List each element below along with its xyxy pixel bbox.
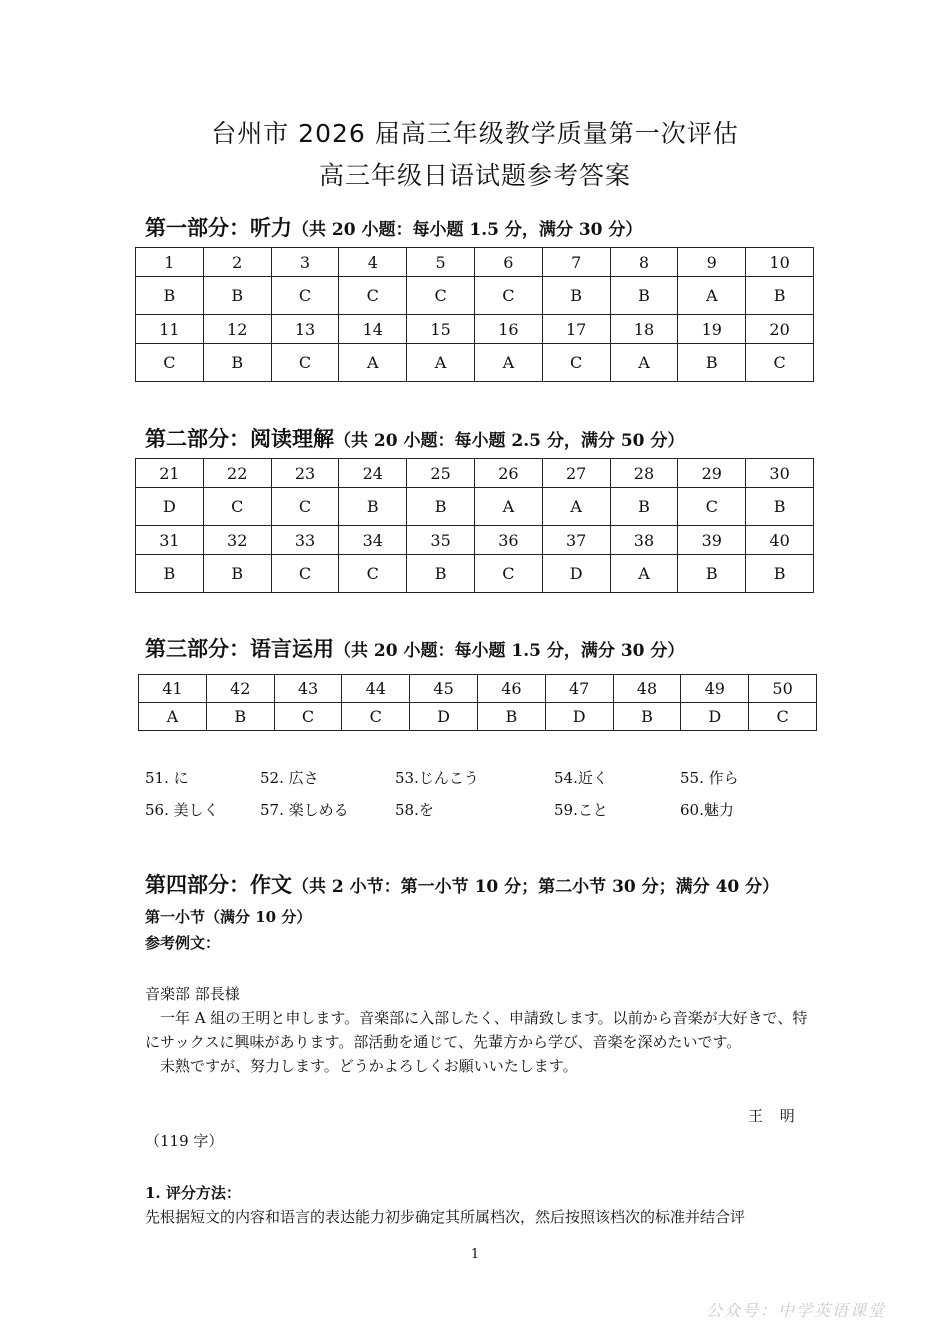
answer-cell: B [136,555,204,593]
section1-heading: 第一小节（满分 10 分） [145,908,312,926]
part4-heading [145,869,779,899]
question-number: 47 [545,675,613,703]
document-subtitle: 高三年级日语试题参考答案 [318,161,631,190]
question-number: 36 [474,526,542,555]
sample-label: 参考例文： [145,934,221,952]
part3-heading [145,633,684,663]
question-number-row [136,526,814,555]
answer-cell: D [545,703,613,731]
answer-cell: A [474,488,542,526]
part2-note: （共 20 小题：每小题 2.5 分，满分 50 分） [334,431,685,451]
answer-cell: C [746,344,814,382]
question-number: 18 [610,315,678,344]
question-number: 27 [542,459,610,488]
answer-cell: A [139,703,207,731]
part2-answer-table [135,458,814,593]
fill-answer-54: 54.近く [554,769,608,787]
essay-salutation: 音楽部 部長様 [145,985,240,1003]
question-number: 23 [271,459,339,488]
answer-row [136,344,814,382]
question-number: 16 [474,315,542,344]
answer-cell: D [681,703,749,731]
fill-answer-55: 55. 作ら [680,769,739,787]
answer-cell: C [474,555,542,593]
sample-essay [145,982,810,1078]
answer-cell: A [339,344,407,382]
part3-answer-table [138,674,817,731]
watermark: 公众号：中学英语课堂 [706,1301,887,1320]
scoring-method-heading: 1. 评分方法： [145,1184,241,1202]
question-number: 49 [681,675,749,703]
answer-cell: B [206,703,274,731]
essay-paragraph-2: 未熟ですが、努力します。どうかよろしくお願いいたします。 [160,1057,578,1075]
question-number: 12 [203,315,271,344]
answer-cell: A [610,555,678,593]
answer-cell: C [474,277,542,315]
question-number: 37 [542,526,610,555]
question-number: 5 [407,248,475,277]
question-number: 25 [407,459,475,488]
answer-cell: B [678,344,746,382]
part2-title: 第二部分：阅读理解 [145,427,334,451]
part1-heading [145,212,642,242]
question-number-row [139,675,817,703]
answer-cell: B [542,277,610,315]
page-number: 1 [470,1247,480,1262]
question-number: 20 [746,315,814,344]
answer-cell: B [746,277,814,315]
question-number: 39 [678,526,746,555]
part1-title: 第一部分：听力 [145,216,292,240]
fill-answer-57: 57. 楽しめる [260,801,349,819]
answer-row [136,277,814,315]
question-number: 33 [271,526,339,555]
question-number-row [136,315,814,344]
answer-cell: C [339,277,407,315]
part3-note: （共 20 小题：每小题 1.5 分，满分 30 分） [334,641,685,661]
answer-cell: B [203,344,271,382]
answer-cell: D [410,703,478,731]
question-number: 11 [136,315,204,344]
question-number: 3 [271,248,339,277]
answer-row [136,488,814,526]
answer-cell: A [610,344,678,382]
part2-heading [145,423,684,453]
answer-cell: C [339,555,407,593]
question-number-row [136,459,814,488]
fill-answer-59: 59.こと [554,801,608,819]
part4-title: 第四部分：作文 [145,873,292,897]
answer-cell: B [610,488,678,526]
question-number: 30 [746,459,814,488]
document-title: 台州市 2026 届高三年级教学质量第一次评估 [211,119,739,148]
answer-cell: C [271,277,339,315]
question-number: 42 [206,675,274,703]
fill-answer-56: 56. 美しく [145,801,219,819]
answer-cell: C [342,703,410,731]
answer-cell: C [678,488,746,526]
question-number: 17 [542,315,610,344]
question-number: 6 [474,248,542,277]
question-number: 7 [542,248,610,277]
answer-cell: B [746,555,814,593]
question-number: 41 [139,675,207,703]
question-number: 40 [746,526,814,555]
answer-cell: A [678,277,746,315]
answer-cell: C [274,703,342,731]
question-number: 44 [342,675,410,703]
part1-answer-table [135,247,814,382]
part4-note: （共 2 小节：第一小节 10 分；第二小节 30 分；满分 40 分） [292,877,780,897]
question-number: 29 [678,459,746,488]
fill-answer-60: 60.魅力 [680,801,734,819]
question-number: 22 [203,459,271,488]
answer-row [136,555,814,593]
question-number: 43 [274,675,342,703]
answer-cell: B [407,555,475,593]
question-number: 8 [610,248,678,277]
answer-cell: D [542,555,610,593]
question-number: 1 [136,248,204,277]
answer-cell: C [542,344,610,382]
essay-character-count: （119 字） [145,1132,224,1150]
answer-cell: B [678,555,746,593]
question-number: 34 [339,526,407,555]
fill-answer-52: 52. 広さ [260,769,319,787]
question-number: 26 [474,459,542,488]
answer-cell: B [613,703,681,731]
question-number: 2 [203,248,271,277]
answer-cell: C [271,555,339,593]
part1-note: （共 20 小题：每小题 1.5 分，满分 30 分） [292,220,643,240]
answer-cell: D [136,488,204,526]
fill-answer-53: 53.じんこう [395,769,479,787]
answer-cell: C [271,344,339,382]
question-number: 14 [339,315,407,344]
question-number: 9 [678,248,746,277]
answer-cell: B [203,555,271,593]
answer-cell: C [136,344,204,382]
fill-answer-58: 58.を [395,801,434,819]
fill-answer-51: 51. に [145,769,189,787]
answer-cell: A [407,344,475,382]
scoring-method-text: 先根据短文的内容和语言的表达能力初步确定其所属档次，然后按照该档次的标准并结合评 [145,1208,746,1226]
question-number: 46 [477,675,545,703]
question-number: 45 [410,675,478,703]
question-number: 24 [339,459,407,488]
part3-title: 第三部分：语言运用 [145,637,334,661]
question-number: 35 [407,526,475,555]
answer-cell: B [339,488,407,526]
answer-cell: C [749,703,817,731]
answer-cell: B [203,277,271,315]
question-number-row [136,248,814,277]
essay-paragraph-1: 一年 A 組の王明と申します。音楽部に入部したく、申請致します。以前から音楽が大好きで、特にサックスに興味があります。部活動を通じて、先輩方から学び、音楽を深めたいです。 [145,1009,808,1051]
question-number: 48 [613,675,681,703]
answer-row [139,703,817,731]
answer-cell: A [474,344,542,382]
essay-signature: 王 明 [748,1107,801,1125]
question-number: 50 [749,675,817,703]
answer-cell: B [477,703,545,731]
answer-cell: C [407,277,475,315]
answer-cell: C [271,488,339,526]
answer-cell: B [746,488,814,526]
question-number: 28 [610,459,678,488]
question-number: 21 [136,459,204,488]
question-number: 10 [746,248,814,277]
answer-cell: B [407,488,475,526]
question-number: 13 [271,315,339,344]
answer-cell: A [542,488,610,526]
question-number: 32 [203,526,271,555]
question-number: 38 [610,526,678,555]
answer-cell: C [203,488,271,526]
question-number: 4 [339,248,407,277]
answer-cell: B [136,277,204,315]
question-number: 31 [136,526,204,555]
answer-cell: B [610,277,678,315]
question-number: 15 [407,315,475,344]
question-number: 19 [678,315,746,344]
